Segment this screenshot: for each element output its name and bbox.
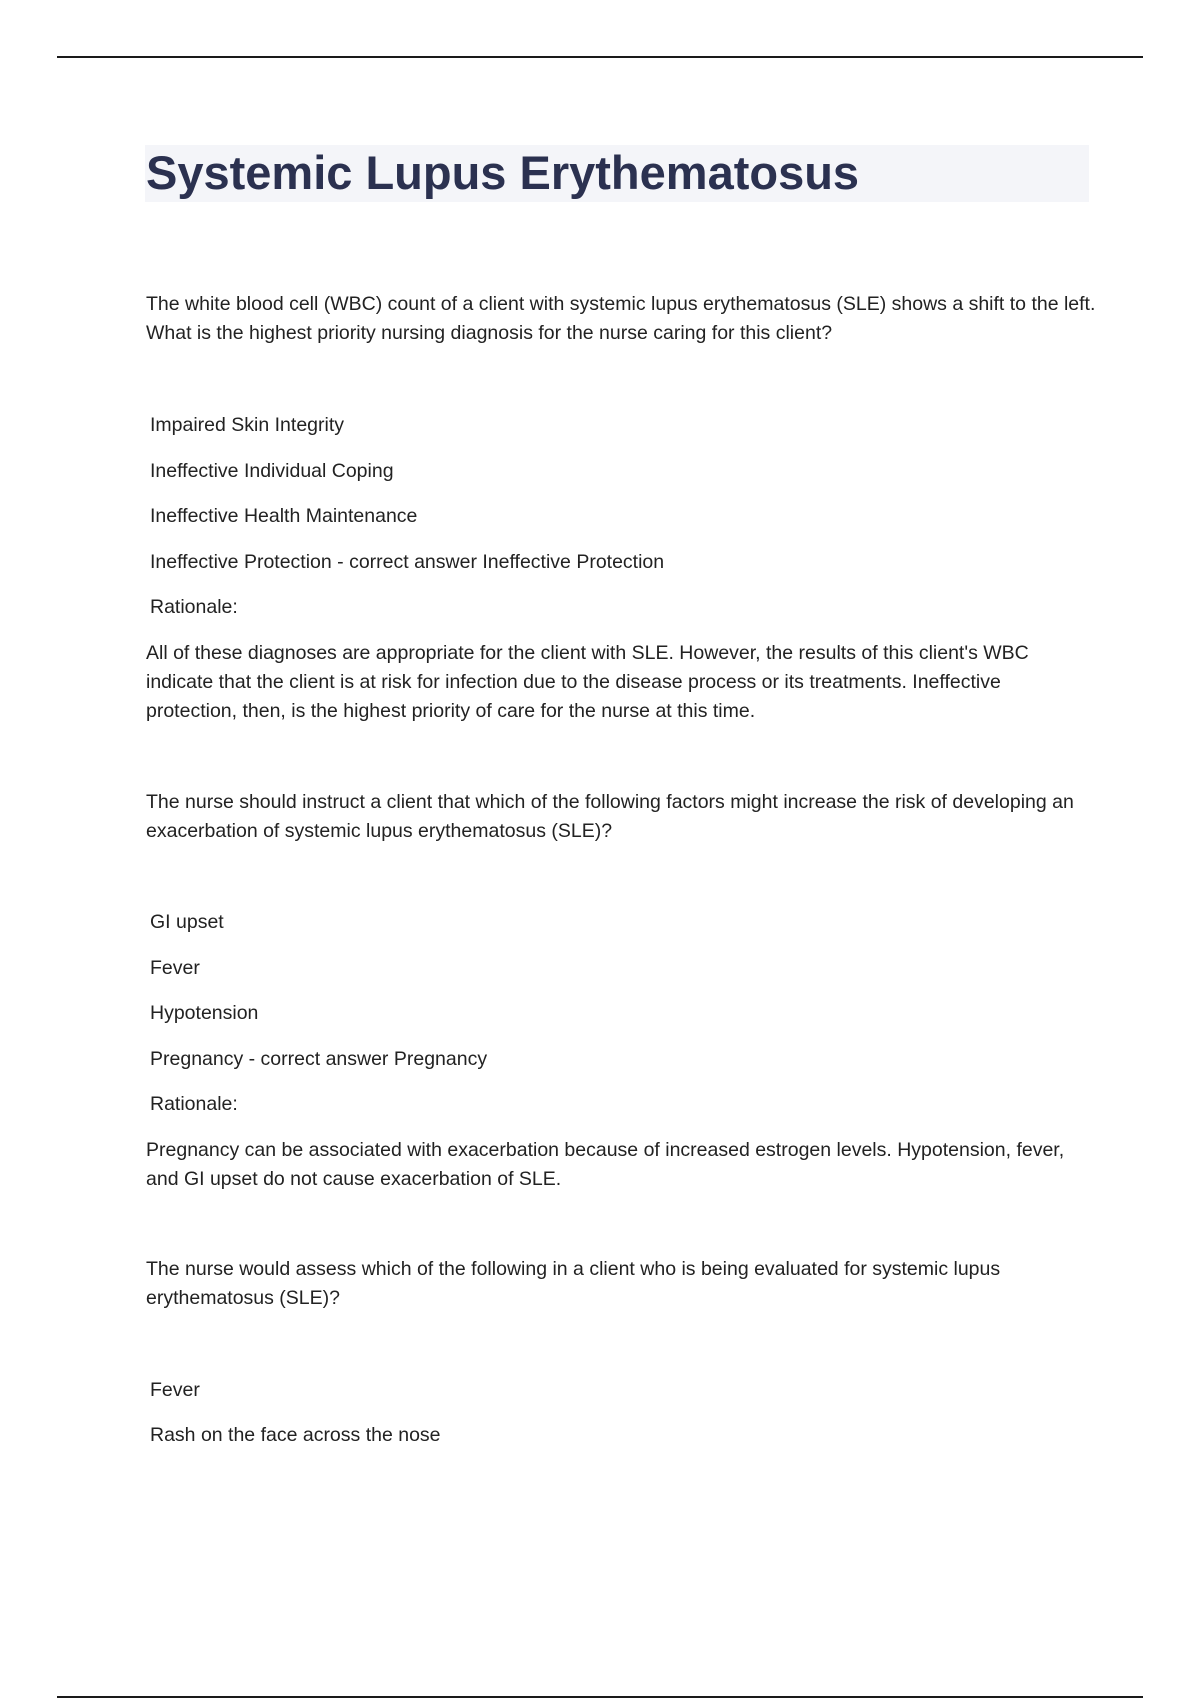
question-2-option-1: GI upset — [150, 911, 224, 933]
question-1-option-1: Impaired Skin Integrity — [150, 414, 345, 436]
question-1-option-3: Ineffective Health Maintenance — [150, 505, 418, 527]
question-3-option-2: Rash on the face across the nose — [150, 1424, 441, 1446]
question-2-rationale: Pregnancy can be associated with exacerbation because of increased estrogen levels. Hypotension, fever, and GI upset do not cause exacerbation of SLE. — [146, 1139, 1065, 1190]
top-rule — [57, 56, 1143, 58]
question-3-option-1: Fever — [150, 1379, 200, 1401]
page-title: Systemic Lupus Erythematosus — [146, 146, 860, 199]
question-1-prompt: The white blood cell (WBC) count of a client with systemic lupus erythematosus (SLE) shows a shift to the left. What is the highest priority nursing diagnosis for the nurse caring for this client? — [146, 293, 1096, 344]
question-1-option-4-correct: Ineffective Protection - correct answer Ineffective Protection — [150, 551, 665, 573]
question-2-option-2: Fever — [150, 957, 200, 979]
question-2-prompt: The nurse should instruct a client that which of the following factors might increase the risk of developing an exacerbation of systemic lupus erythematosus (SLE)? — [146, 791, 1074, 842]
question-2-rationale-label: Rationale: — [150, 1093, 238, 1115]
bottom-rule — [57, 1696, 1143, 1698]
question-1-rationale: All of these diagnoses are appropriate for the client with SLE. However, the results of this client's WBC indicate that the client is at risk for infection due to the disease process or its treatments. Ineffective protection, then, is the highest priority of care for the nurse at this time. — [146, 642, 1029, 722]
question-1-option-2: Ineffective Individual Coping — [150, 460, 394, 482]
question-3-prompt: The nurse would assess which of the following in a client who is being evaluated for systemic lupus erythematosus (SLE)? — [146, 1258, 1001, 1309]
question-2-option-3: Hypotension — [150, 1002, 259, 1024]
question-1-rationale-label: Rationale: — [150, 596, 238, 618]
question-2-option-4-correct: Pregnancy - correct answer Pregnancy — [150, 1048, 488, 1070]
